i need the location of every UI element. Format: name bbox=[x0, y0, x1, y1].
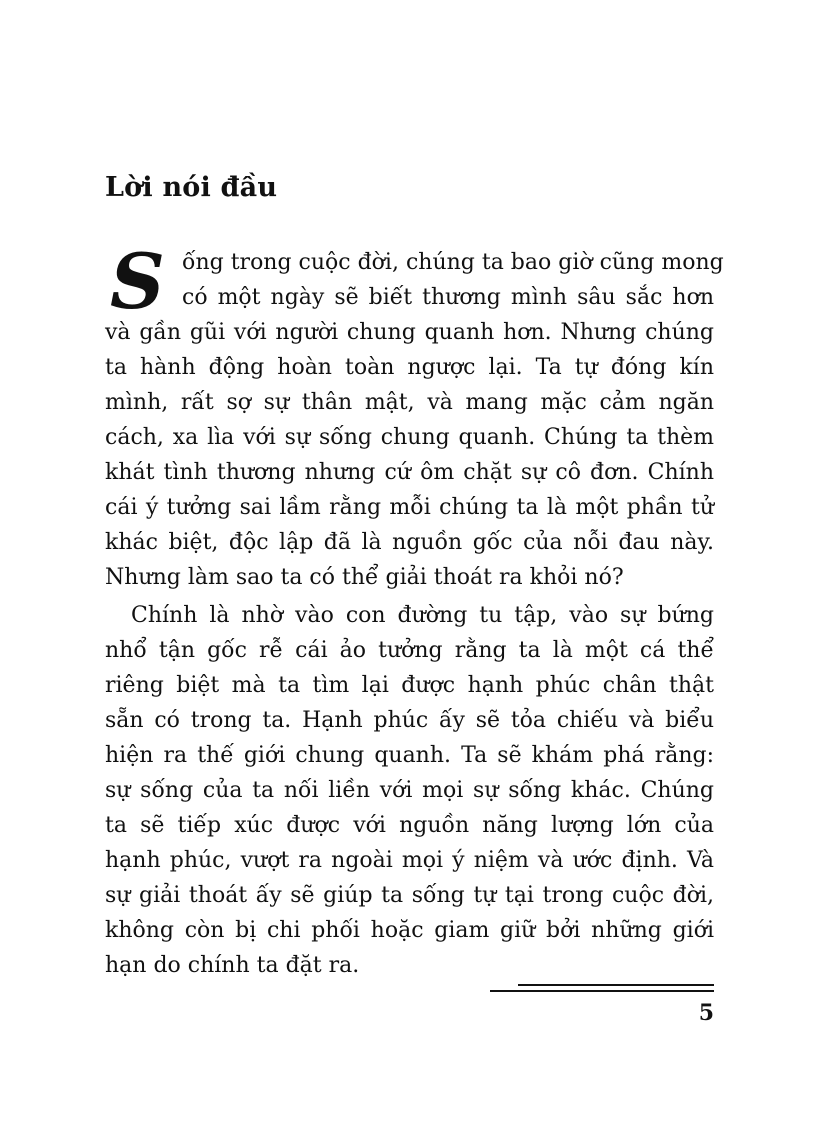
page-title: Lời nói đầu bbox=[105, 172, 278, 203]
text-line: không còn bị chi phối hoặc giam giữ bởi những giới bbox=[105, 918, 714, 943]
footer-rule-bottom bbox=[490, 990, 714, 992]
text-line: khác biệt, độc lập đã là nguồn gốc của nỗi đau này. bbox=[105, 530, 714, 555]
text-line: hạnh phúc, vượt ra ngoài mọi ý niệm và ước định. Và bbox=[105, 848, 714, 873]
text-line: hạn do chính ta đặt ra. bbox=[105, 953, 360, 978]
text-line: ta sẽ tiếp xúc được với nguồn năng lượng lớn của bbox=[105, 813, 714, 838]
text-line: nhổ tận gốc rễ cái ảo tưởng rằng ta là một cá thể bbox=[105, 638, 714, 663]
text-line: khát tình thương nhưng cứ ôm chặt sự cô đơn. Chính bbox=[105, 460, 714, 485]
text-line: Nhưng làm sao ta có thể giải thoát ra khỏi nó? bbox=[105, 565, 624, 590]
text-line: sự sống của ta nối liền với mọi sự sống khác. Chúng bbox=[105, 778, 714, 803]
text-line: cách, xa lìa với sự sống chung quanh. Chúng ta thèm bbox=[105, 425, 714, 450]
text-line: mình, rất sợ sự thân mật, và mang mặc cảm ngăn bbox=[105, 390, 714, 415]
text-line: cái ý tưởng sai lầm rằng mỗi chúng ta là một phần tử bbox=[105, 495, 714, 520]
text-line: riêng biệt mà ta tìm lại được hạnh phúc chân thật bbox=[105, 673, 714, 698]
text-line: và gần gũi với người chung quanh hơn. Nhưng chúng bbox=[105, 320, 714, 345]
footer-rule-top bbox=[518, 984, 714, 986]
text-line: Chính là nhờ vào con đường tu tập, vào sự bứng bbox=[131, 603, 714, 628]
text-line: sẵn có trong ta. Hạnh phúc ấy sẽ tỏa chiếu và biểu bbox=[105, 708, 714, 733]
drop-cap: S bbox=[110, 237, 165, 326]
text-line: sự giải thoát ấy sẽ giúp ta sống tự tại trong cuộc đời, bbox=[105, 883, 714, 908]
page-number: 5 bbox=[698, 1000, 714, 1026]
text-line: hiện ra thế giới chung quanh. Ta sẽ khám phá rằng: bbox=[105, 743, 714, 768]
text-line: ta hành động hoàn toàn ngược lại. Ta tự đóng kín bbox=[105, 355, 714, 380]
text-line: ống trong cuộc đời, chúng ta bao giờ cũng mong bbox=[182, 250, 724, 275]
text-line: có một ngày sẽ biết thương mình sâu sắc hơn bbox=[182, 285, 714, 310]
